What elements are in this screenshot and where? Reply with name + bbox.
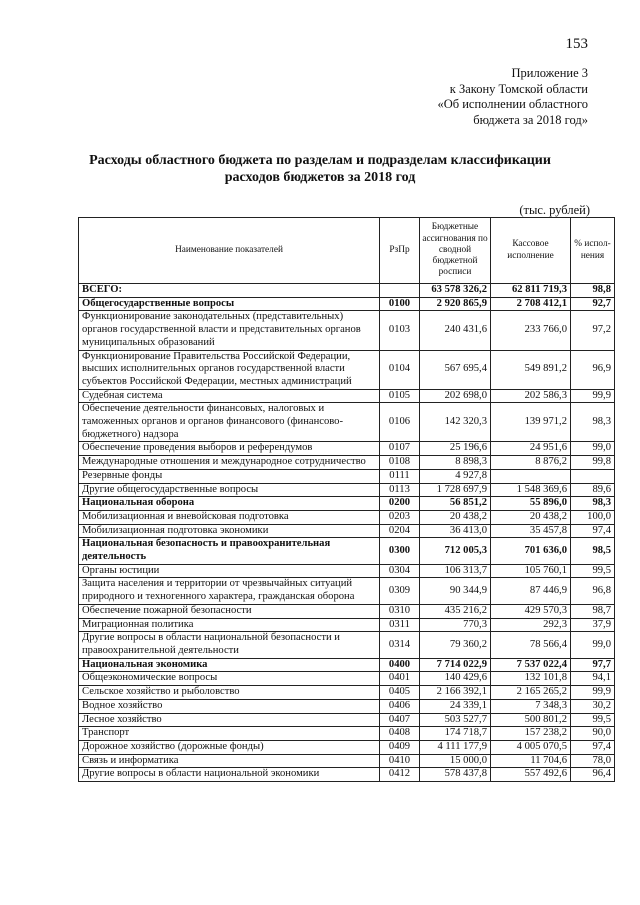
row-code-cell: 0304 (380, 564, 420, 578)
row-name-cell: Лесное хозяйство (79, 713, 380, 727)
title-line: Расходы областного бюджета по разделам и подразделам классификации (89, 153, 551, 168)
row-executed-cell: 292,3 (491, 618, 571, 632)
row-percent-cell: 89,6 (571, 483, 615, 497)
page-number: 153 (565, 36, 588, 52)
row-assigned-cell: 202 698,0 (420, 389, 491, 403)
row-code-cell: 0100 (380, 297, 420, 311)
row-percent-cell: 94,1 (571, 672, 615, 686)
row-code-cell: 0310 (380, 604, 420, 618)
row-name-cell: Национальная оборона (79, 497, 380, 511)
row-assigned-cell: 106 313,7 (420, 564, 491, 578)
row-executed-cell: 233 766,0 (491, 311, 571, 350)
row-executed-cell: 132 101,8 (491, 672, 571, 686)
row-assigned-cell: 142 320,3 (420, 403, 491, 442)
table-row (79, 699, 615, 713)
row-assigned-cell: 140 429,6 (420, 672, 491, 686)
row-name-cell: Общегосударственные вопросы (79, 297, 380, 311)
row-name-cell: ВСЕГО: (79, 284, 380, 298)
row-name-cell: Другие общегосударственные вопросы (79, 483, 380, 497)
row-assigned-cell: 8 898,3 (420, 456, 491, 470)
row-code-cell: 0111 (380, 469, 420, 483)
row-assigned-cell: 4 111 177,9 (420, 740, 491, 754)
appendix-line: «Об исполнении областного (437, 97, 588, 111)
row-executed-cell: 500 801,2 (491, 713, 571, 727)
column-header-assigned: Бюджетные ассигнования по сводной бюджетной росписи (420, 218, 491, 284)
row-name-cell: Обеспечение деятельности финансовых, налоговых и таможенных органов и органов финансового (финансово-бюджетного) надзора (79, 403, 380, 442)
row-percent-cell: 96,4 (571, 768, 615, 782)
title-line: расходов бюджетов за 2018 год (224, 170, 416, 185)
row-assigned-cell: 56 851,2 (420, 497, 491, 511)
row-executed-cell: 1 548 369,6 (491, 483, 571, 497)
row-percent-cell: 30,2 (571, 699, 615, 713)
row-code-cell: 0200 (380, 497, 420, 511)
row-executed-cell: 701 636,0 (491, 538, 571, 564)
row-percent-cell (571, 469, 615, 483)
row-assigned-cell: 578 437,8 (420, 768, 491, 782)
row-assigned-cell: 25 196,6 (420, 442, 491, 456)
row-assigned-cell: 174 718,7 (420, 727, 491, 741)
units-label: (тыс. рублей) (519, 203, 590, 217)
table-row (79, 483, 615, 497)
row-code-cell: 0406 (380, 699, 420, 713)
table-row (79, 456, 615, 470)
row-code-cell: 0106 (380, 403, 420, 442)
row-name-cell: Защита населения и территории от чрезвычайных ситуаций природного и техногенного характера, гражданская оборона (79, 578, 380, 604)
row-assigned-cell: 770,3 (420, 618, 491, 632)
table-row (79, 632, 615, 658)
row-percent-cell: 99,0 (571, 632, 615, 658)
row-code-cell (380, 284, 420, 298)
row-name-cell: Миграционная политика (79, 618, 380, 632)
row-name-cell: Транспорт (79, 727, 380, 741)
row-percent-cell: 98,5 (571, 538, 615, 564)
row-percent-cell: 97,4 (571, 524, 615, 538)
table-row (79, 727, 615, 741)
row-percent-cell: 100,0 (571, 510, 615, 524)
row-name-cell: Дорожное хозяйство (дорожные фонды) (79, 740, 380, 754)
table-row (79, 469, 615, 483)
row-percent-cell: 37,9 (571, 618, 615, 632)
row-percent-cell: 97,7 (571, 658, 615, 672)
row-percent-cell: 98,3 (571, 497, 615, 511)
row-name-cell: Резервные фонды (79, 469, 380, 483)
row-assigned-cell: 240 431,6 (420, 311, 491, 350)
appendix-line: бюджета за 2018 год» (473, 112, 588, 127)
row-percent-cell: 99,9 (571, 389, 615, 403)
row-executed-cell: 4 005 070,5 (491, 740, 571, 754)
row-executed-cell: 105 760,1 (491, 564, 571, 578)
row-assigned-cell: 567 695,4 (420, 350, 491, 389)
row-percent-cell: 99,0 (571, 442, 615, 456)
table-row (79, 754, 615, 768)
row-name-cell: Другие вопросы в области национальной безопасности и правоохранительной деятельности (79, 632, 380, 658)
row-name-cell: Мобилизационная и вневойсковая подготовка (79, 510, 380, 524)
row-code-cell: 0103 (380, 311, 420, 350)
row-percent-cell: 99,5 (571, 564, 615, 578)
table-row (79, 350, 615, 389)
row-executed-cell: 2 708 412,1 (491, 297, 571, 311)
row-name-cell: Национальная экономика (79, 658, 380, 672)
table-row (79, 740, 615, 754)
row-percent-cell: 99,5 (571, 713, 615, 727)
row-code-cell: 0407 (380, 713, 420, 727)
table-row (79, 538, 615, 564)
row-percent-cell: 99,9 (571, 686, 615, 700)
row-code-cell: 0405 (380, 686, 420, 700)
row-name-cell: Функционирование законодательных (представительных) органов государственной власти и представительных органов муниципальных образований (79, 311, 380, 350)
appendix-line: Приложение 3 (511, 66, 588, 80)
row-percent-cell: 92,7 (571, 297, 615, 311)
table-row (79, 686, 615, 700)
table-row (79, 658, 615, 672)
row-assigned-cell: 15 000,0 (420, 754, 491, 768)
row-executed-cell: 7 348,3 (491, 699, 571, 713)
table-row (79, 297, 615, 311)
row-executed-cell: 157 238,2 (491, 727, 571, 741)
table-row (79, 713, 615, 727)
table-row (79, 389, 615, 403)
row-executed-cell: 7 537 022,4 (491, 658, 571, 672)
budget-table (78, 217, 615, 782)
row-name-cell: Обеспечение проведения выборов и референдумов (79, 442, 380, 456)
row-assigned-cell: 7 714 022,9 (420, 658, 491, 672)
table-row (79, 564, 615, 578)
table-header-row (79, 218, 615, 284)
row-assigned-cell: 1 728 697,9 (420, 483, 491, 497)
row-assigned-cell: 712 005,3 (420, 538, 491, 564)
row-percent-cell: 96,9 (571, 350, 615, 389)
row-assigned-cell: 90 344,9 (420, 578, 491, 604)
row-executed-cell: 11 704,6 (491, 754, 571, 768)
row-code-cell: 0408 (380, 727, 420, 741)
appendix-line: к Закону Томской области (449, 81, 588, 96)
row-assigned-cell: 63 578 326,2 (420, 284, 491, 298)
row-code-cell: 0107 (380, 442, 420, 456)
row-executed-cell: 78 566,4 (491, 632, 571, 658)
row-executed-cell: 24 951,6 (491, 442, 571, 456)
row-name-cell: Органы юстиции (79, 564, 380, 578)
row-executed-cell: 549 891,2 (491, 350, 571, 389)
row-assigned-cell: 2 166 392,1 (420, 686, 491, 700)
row-executed-cell: 557 492,6 (491, 768, 571, 782)
row-name-cell: Другие вопросы в области национальной экономики (79, 768, 380, 782)
row-assigned-cell: 79 360,2 (420, 632, 491, 658)
table-row (79, 442, 615, 456)
row-percent-cell: 98,8 (571, 284, 615, 298)
row-percent-cell: 97,2 (571, 311, 615, 350)
row-name-cell: Общеэкономические вопросы (79, 672, 380, 686)
row-executed-cell: 62 811 719,3 (491, 284, 571, 298)
row-code-cell: 0311 (380, 618, 420, 632)
row-executed-cell (491, 469, 571, 483)
row-percent-cell: 99,8 (571, 456, 615, 470)
table-row (79, 510, 615, 524)
row-assigned-cell: 4 927,8 (420, 469, 491, 483)
row-code-cell: 0309 (380, 578, 420, 604)
row-executed-cell: 2 165 265,2 (491, 686, 571, 700)
table-row (79, 497, 615, 511)
column-header-executed: Кассовое исполнение (491, 218, 571, 284)
row-executed-cell: 87 446,9 (491, 578, 571, 604)
row-code-cell: 0104 (380, 350, 420, 389)
table-row (79, 672, 615, 686)
row-percent-cell: 78,0 (571, 754, 615, 768)
row-name-cell: Связь и информатика (79, 754, 380, 768)
row-executed-cell: 55 896,0 (491, 497, 571, 511)
row-code-cell: 0401 (380, 672, 420, 686)
row-executed-cell: 35 457,8 (491, 524, 571, 538)
row-code-cell: 0412 (380, 768, 420, 782)
row-assigned-cell: 435 216,2 (420, 604, 491, 618)
row-executed-cell: 202 586,3 (491, 389, 571, 403)
column-header-percent: % испол-нения (571, 218, 615, 284)
table-row (79, 284, 615, 298)
row-assigned-cell: 36 413,0 (420, 524, 491, 538)
row-code-cell: 0400 (380, 658, 420, 672)
appendix-note (437, 66, 588, 128)
row-code-cell: 0108 (380, 456, 420, 470)
row-assigned-cell: 20 438,2 (420, 510, 491, 524)
table-row (79, 604, 615, 618)
row-name-cell: Сельское хозяйство и рыболовство (79, 686, 380, 700)
row-code-cell: 0300 (380, 538, 420, 564)
row-percent-cell: 90,0 (571, 727, 615, 741)
table-row (79, 403, 615, 442)
row-name-cell: Обеспечение пожарной безопасности (79, 604, 380, 618)
row-assigned-cell: 2 920 865,9 (420, 297, 491, 311)
row-name-cell: Международные отношения и международное сотрудничество (79, 456, 380, 470)
row-code-cell: 0203 (380, 510, 420, 524)
row-code-cell: 0410 (380, 754, 420, 768)
document-title (0, 152, 640, 186)
row-name-cell: Национальная безопасность и правоохранительная деятельность (79, 538, 380, 564)
row-executed-cell: 429 570,3 (491, 604, 571, 618)
row-executed-cell: 20 438,2 (491, 510, 571, 524)
row-name-cell: Мобилизационная подготовка экономики (79, 524, 380, 538)
row-code-cell: 0113 (380, 483, 420, 497)
table-row (79, 524, 615, 538)
row-code-cell: 0409 (380, 740, 420, 754)
row-code-cell: 0314 (380, 632, 420, 658)
row-percent-cell: 97,4 (571, 740, 615, 754)
row-assigned-cell: 24 339,1 (420, 699, 491, 713)
table-row (79, 618, 615, 632)
row-percent-cell: 96,8 (571, 578, 615, 604)
row-name-cell: Водное хозяйство (79, 699, 380, 713)
table-row (79, 578, 615, 604)
row-code-cell: 0204 (380, 524, 420, 538)
row-name-cell: Функционирование Правительства Российской Федерации, высших исполнительных органов государственной власти субъектов Российской Федерации, местных администраций (79, 350, 380, 389)
row-percent-cell: 98,7 (571, 604, 615, 618)
row-code-cell: 0105 (380, 389, 420, 403)
row-executed-cell: 139 971,2 (491, 403, 571, 442)
row-executed-cell: 8 876,2 (491, 456, 571, 470)
table-row (79, 311, 615, 350)
table-body (79, 284, 615, 782)
row-percent-cell: 98,3 (571, 403, 615, 442)
table-row (79, 768, 615, 782)
row-assigned-cell: 503 527,7 (420, 713, 491, 727)
row-name-cell: Судебная система (79, 389, 380, 403)
column-header-name: Наименование показателей (79, 218, 380, 284)
column-header-code: РзПр (380, 218, 420, 284)
